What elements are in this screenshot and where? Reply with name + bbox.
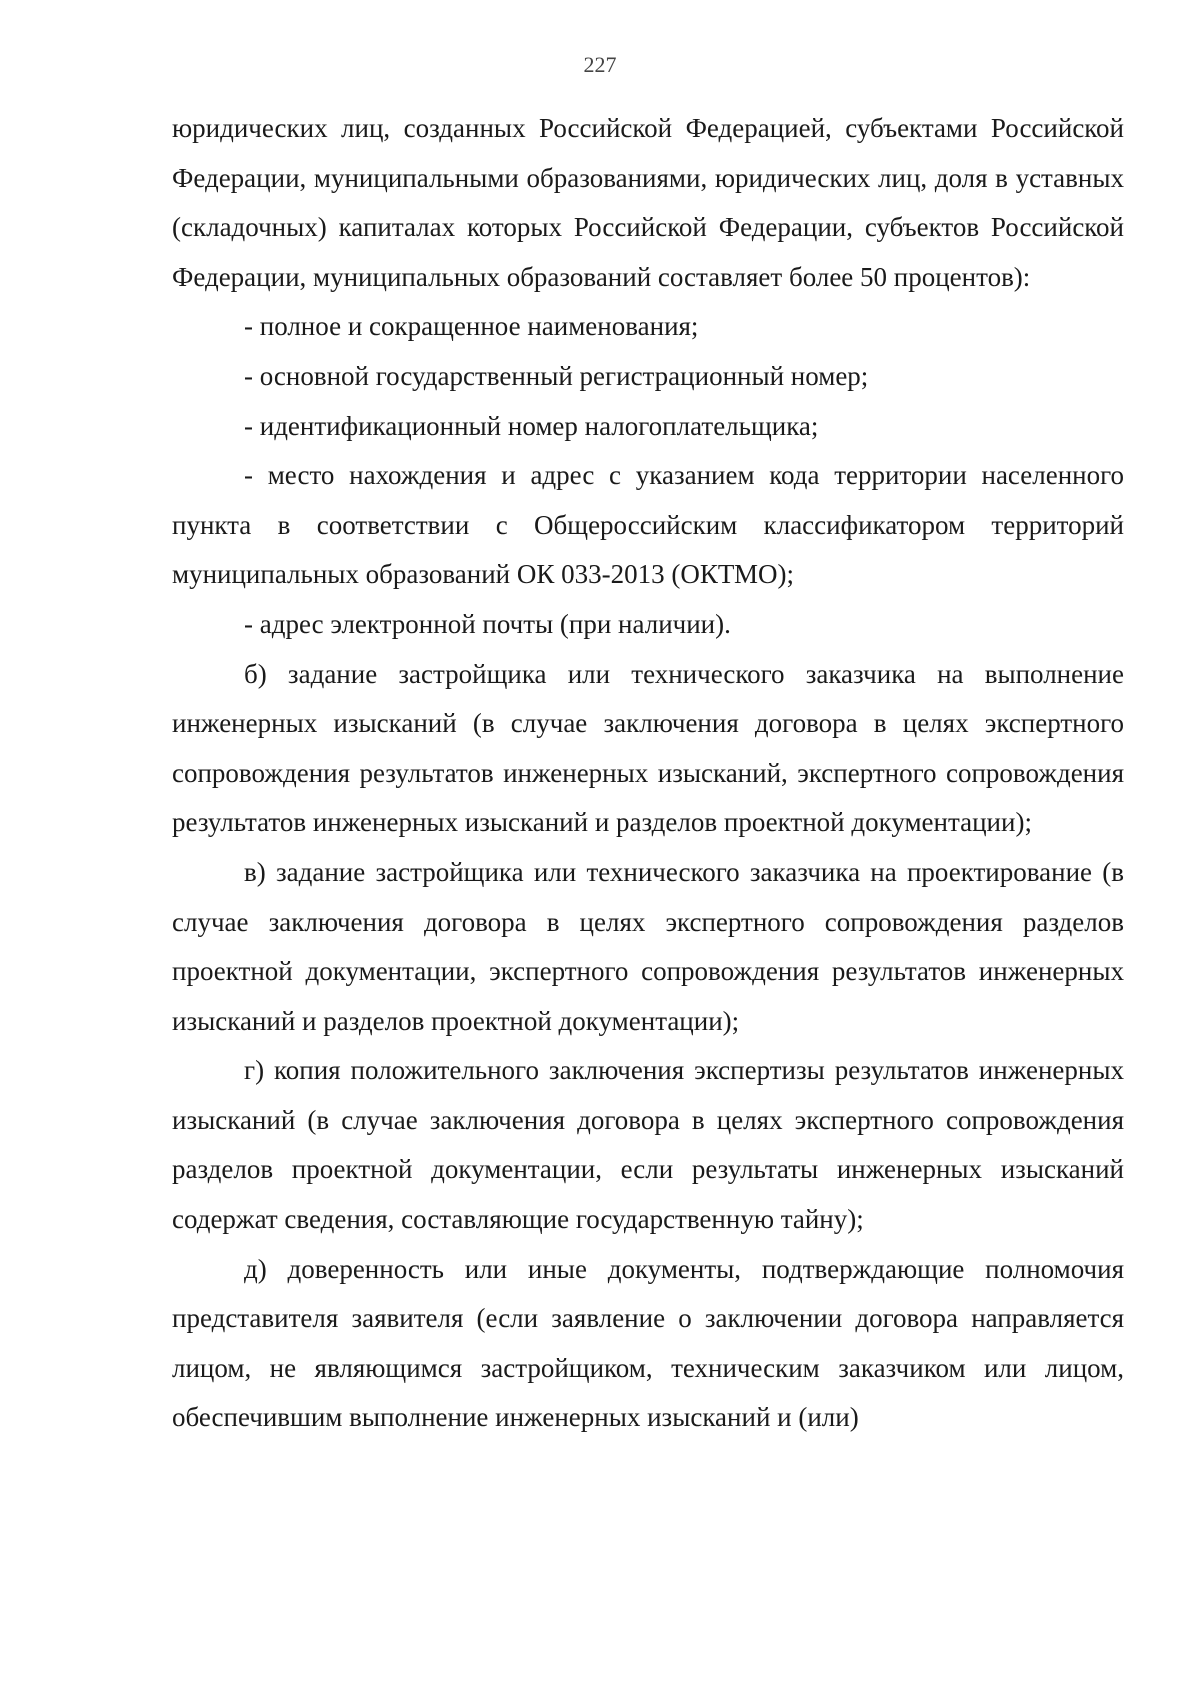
list-item-address: - место нахождения и адрес с указанием кода территории населенного пункта в соответствии с Общероссийским классификатором территорий муниципальных образований ОК 033-2013 (ОКТМО); [172, 460, 1124, 590]
page-number: 227 [583, 52, 617, 77]
paragraph-continuation: юридических лиц, созданных Российской Федерацией, субъектами Российской Федерации, муниципальными образованиями, юридических лиц, доля в уставных (складочных) капиталах которых Российской Федерации, субъектов Российской Федерации, муниципальных образований составляет более 50 процентов): [172, 113, 1124, 292]
list-item-ogrn: - основной государственный регистрационный номер; [244, 360, 869, 391]
list-item-inn: - идентификационный номер налогоплательщика; [244, 410, 819, 441]
paragraph-g: г) копия положительного заключения экспертизы результатов инженерных изысканий (в случае заключения договора в целях экспертного сопровождения разделов проектной документации, если результаты инженерных изысканий содержат сведения, составляющие государственную тайну); [172, 1055, 1124, 1235]
list-item-email: - адрес электронной почты (при наличии). [244, 608, 731, 639]
list-item-full-name: - полное и сокращенное наименования; [244, 311, 699, 342]
paragraph-d: д) доверенность или иные документы, подтверждающие полномочия представителя заявителя (если заявление о заключении договора направляется лицом, не являющимся застройщиком, техническим заказчиком или лицом, обеспечившим выполнение инженерных изысканий и (или) [172, 1253, 1124, 1433]
paragraph-b: б) задание застройщика или технического заказчика на выполнение инженерных изысканий (в случае заключения договора в целях экспертного сопровождения результатов инженерных изысканий, экспертного сопровождения результатов инженерных изысканий и разделов проектной документации); [172, 658, 1124, 838]
document-body [172, 104, 1124, 1443]
paragraph-v: в) задание застройщика или технического заказчика на проектирование (в случае заключения договора в целях экспертного сопровождения разделов проектной документации, экспертного сопровождения результатов инженерных изысканий и разделов проектной документации); [172, 856, 1124, 1036]
